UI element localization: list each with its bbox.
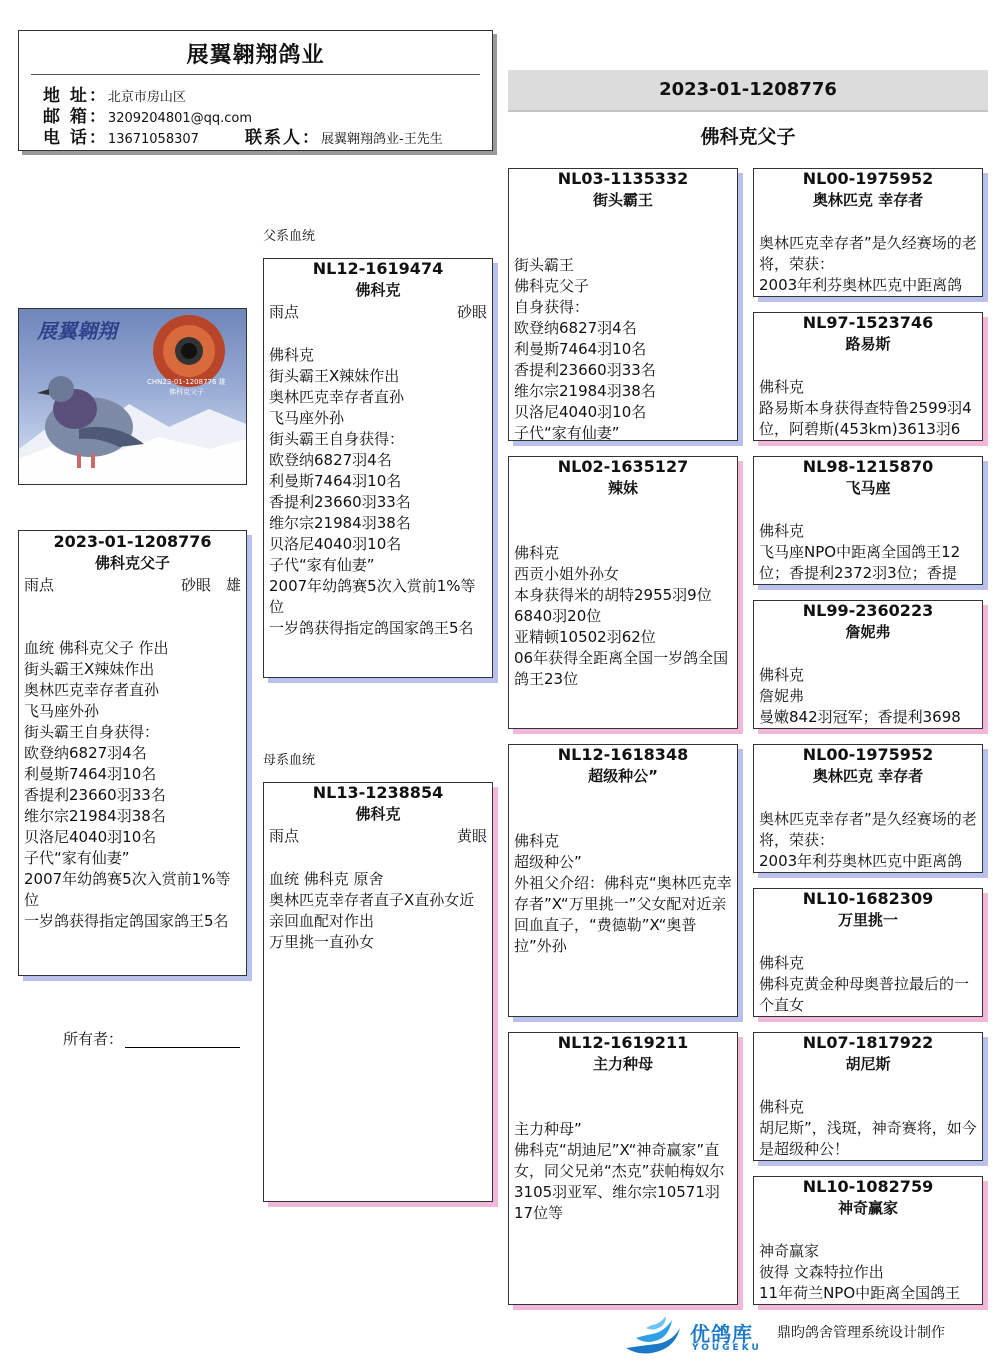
- g2-name: 街头霸王: [592, 191, 653, 209]
- g2-card-sire-sire: [508, 168, 738, 441]
- g3-name: 万里挑一: [837, 911, 898, 929]
- g2-notes: 街头霸王 佛科克父子 自身获得： 欧登纳6827羽4名 利曼斯7464羽10名 香提利23660羽33名 维尔宗21984羽38名 贝洛尼4040羽10名 子代“家有仙妻”: [514, 256, 656, 441]
- g3-name: 奥林匹克 幸存者: [812, 767, 924, 785]
- dam-line-label: 母系血统: [263, 753, 316, 768]
- owner-blank: [125, 1031, 240, 1048]
- g3-notes: 奥林匹克幸存者”是久经赛场的老将，荣获： 2003年利芬奥林匹克中距离鸽: [759, 810, 977, 870]
- main-bird-name: 佛科克父子: [94, 554, 170, 572]
- g3-name: 路易斯: [845, 335, 891, 353]
- g3-card-7: [753, 1032, 983, 1161]
- email-value: 3209204801@qq.com: [107, 111, 253, 126]
- g3-name: 神奇赢家: [837, 1199, 898, 1217]
- sire-card: [263, 258, 493, 678]
- g3-ring: NL99-2360223: [802, 601, 934, 620]
- g3-notes: 佛科克 胡尼斯”，浅斑，神奇赛将，如今是超级种公！: [759, 1098, 977, 1158]
- g3-card-8: [753, 1176, 983, 1305]
- phone-value: 13671058307: [107, 132, 199, 147]
- g2-notes: 佛科克 超级种公” 外祖父介绍：佛科克“奥林匹克幸存者”X“万里挑一”父女配对近亲回血直子，“费德勒”X“奥普拉”外孙: [514, 832, 732, 955]
- contact-value: 展翼翱翔鸽业-王先生: [321, 132, 443, 147]
- phone-row: 电 话：13671058307 联系人：展翼翱翔鸽业-王先生: [43, 128, 443, 148]
- g3-ring: NL07-1817922: [802, 1033, 934, 1052]
- g2-ring: NL02-1635127: [557, 457, 689, 476]
- g3-ring: NL98-1215870: [802, 457, 934, 476]
- g2-notes: 主力种母” 佛科克“胡迪尼”X“神奇赢家”直女，同父兄弟“杰克”获帕梅奴尔3105羽亚军、维尔宗10571羽17位等: [514, 1120, 725, 1222]
- g3-card-4: [753, 600, 983, 729]
- g2-card-dam-sire: [508, 744, 738, 1017]
- sire-notes: 佛科克 街头霸王X辣妹作出 奥林匹克幸存者直孙 飞马座外孙 街头霸王自身获得： 欧登纳6827羽4名 利曼斯7464羽10名 香提利23660羽33名 维尔宗21984羽38名 贝洛尼4040羽10名 子代“家有仙妻” 2007年幼鸽赛5次入赏前1%等位 一岁鸽获得指定鸽国家鸽王5名: [269, 346, 476, 637]
- g3-notes: 佛科克 詹妮弗 曼嫩842羽冠军；香提利3698: [759, 666, 961, 726]
- g2-notes: 佛科克 西贡小姐外孙女 本身获得米的胡特2955羽9位6840羽20位 亚精顿10502羽62位 06年获得全距离全国一岁鸽全国鸽王23位: [514, 544, 729, 688]
- main-bird-attrs: 雨点 砂眼 雄: [24, 576, 241, 594]
- pedigree-ring-number: 2023-01-1208776: [659, 79, 837, 100]
- main-bird-notes: 血统 佛科克父子 作出 街头霸王X辣妹作出 奥林匹克幸存者直孙 飞马座外孙 街头霸王自身获得： 欧登纳6827羽4名 利曼斯7464羽10名 香提利23660羽33名 维尔宗21984羽38名 贝洛尼4040羽10名 子代“家有仙妻” 2007年幼鸽赛5次入赏前1%等位 一岁鸽获得指定鸽国家鸽王5名: [24, 639, 231, 930]
- g3-card-6: [753, 888, 983, 1017]
- email-row: 邮 箱：3209204801@qq.com: [43, 107, 253, 127]
- g3-ring: NL10-1082759: [802, 1177, 934, 1196]
- g3-notes: 神奇赢家 彼得 文森特拉作出 11年荷兰NPO中距离全国鸽王: [759, 1242, 961, 1302]
- g3-notes: 佛科克 飞马座NPO中距离全国鸽王12位；香提利2372羽3位；香提: [759, 522, 961, 582]
- header-divider: [31, 74, 480, 75]
- dam-name: 佛科克: [355, 805, 401, 823]
- g3-name: 胡尼斯: [845, 1055, 891, 1073]
- owner-field: [63, 1028, 240, 1049]
- g2-name: 辣妹: [607, 479, 638, 497]
- dam-ring: NL13-1238854: [312, 783, 444, 802]
- address-value: 北京市房山区: [107, 90, 186, 105]
- photo-subcaption: 佛科克父子: [169, 388, 204, 396]
- g2-name: 主力种母: [592, 1055, 653, 1073]
- credit-text: 鼎昀鸽舍管理系统设计制作: [777, 1325, 945, 1341]
- g3-name: 詹妮弗: [845, 623, 891, 641]
- address-row: 地 址：北京市房山区: [43, 86, 186, 106]
- sire-name: 佛科克: [355, 281, 401, 299]
- g3-ring: NL00-1975952: [802, 745, 934, 764]
- main-bird-card: [18, 530, 247, 976]
- pedigree-ring-bar: [508, 70, 988, 112]
- breeder-title: 展翼翱翔鸽业: [186, 43, 325, 68]
- pigeon-photo: [18, 308, 247, 485]
- g2-ring: NL03-1135332: [557, 169, 689, 188]
- g2-ring: NL12-1618348: [557, 745, 689, 764]
- photo-title: 展翼翱翔: [37, 319, 117, 343]
- g3-name: 飞马座: [845, 479, 891, 497]
- g3-ring: NL97-1523746: [802, 313, 934, 332]
- main-bird-ring: 2023-01-1208776: [53, 532, 212, 551]
- g3-notes: 佛科克 佛科克黄金种母奥普拉最后的一个直女: [759, 954, 970, 1014]
- dam-attrs: 雨点 黄眼: [269, 827, 487, 845]
- g2-card-sire-dam: [508, 456, 738, 729]
- g3-card-3: [753, 456, 983, 585]
- dam-card: [263, 782, 493, 1202]
- brand-logo-icon: [622, 1314, 684, 1358]
- g3-card-5: [753, 744, 983, 873]
- g2-name: 超级种公”: [588, 767, 658, 785]
- dam-notes: 血统 佛科克 原舍 奥林匹克幸存者直子X直孙女近亲回血配对作出 万里挑一直孙女: [269, 870, 475, 951]
- breeder-info-card: [18, 30, 493, 151]
- brand-subname: YOUGEKU: [692, 1343, 762, 1353]
- g3-notes: 奥林匹克幸存者”是久经赛场的老将，荣获： 2003年利芬奥林匹克中距离鸽: [759, 234, 977, 294]
- g2-ring: NL12-1619211: [557, 1033, 689, 1052]
- photo-caption: CHN23-01-1208776 雄: [147, 378, 226, 386]
- g2-card-dam-dam: [508, 1032, 738, 1305]
- g3-ring: NL10-1682309: [802, 889, 934, 908]
- g3-notes: 佛科克 路易斯本身获得查特鲁2599羽4位，阿碧斯(453km)3613羽6: [759, 378, 972, 438]
- brand-name: 优鸽库: [690, 1322, 753, 1346]
- sire-line-label: 父系血统: [263, 229, 316, 244]
- g3-name: 奥林匹克 幸存者: [812, 191, 924, 209]
- g3-ring: NL00-1975952: [802, 169, 934, 188]
- sire-ring: NL12-1619474: [312, 259, 444, 278]
- g3-card-1: [753, 168, 983, 297]
- g3-card-2: [753, 312, 983, 441]
- sire-attrs: 雨点 砂眼: [269, 303, 487, 321]
- owner-label: 所有者：: [63, 1030, 124, 1048]
- pedigree-bird-name: 佛科克父子: [700, 126, 796, 148]
